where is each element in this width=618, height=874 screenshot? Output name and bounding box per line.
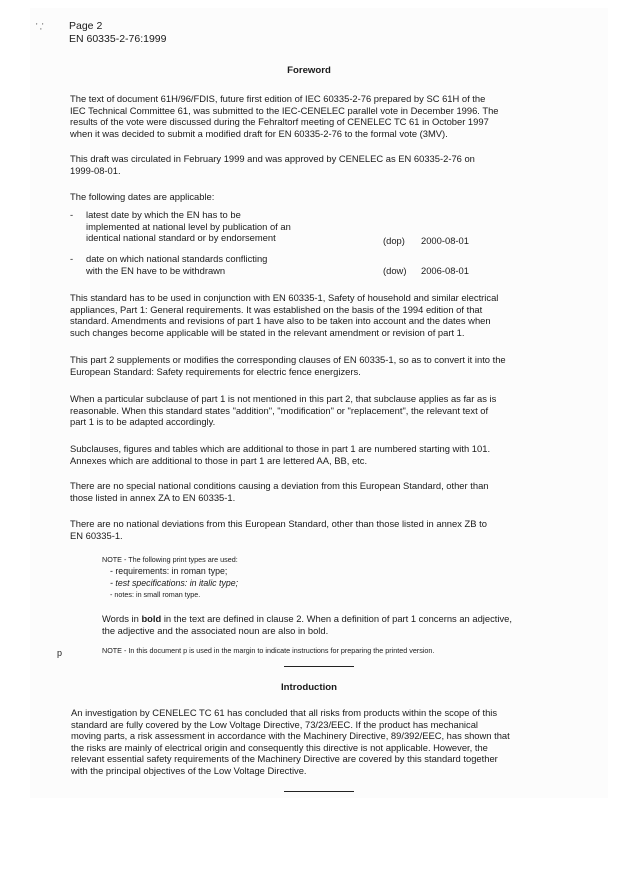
standard-id: EN 60335-2-76:1999: [69, 33, 167, 45]
para-8: There are no special national conditions causing a deviation from this European Standard, other than those listed in annex ZA to EN 60335-1.: [70, 480, 489, 503]
note-printing: NOTE - In this document p is used in the margin to indicate instructions for preparing the printed version.: [102, 646, 435, 655]
dop-description: latest date by which the EN has to be implemented at national level by publication of an identical national standard or by endorsement: [86, 209, 291, 244]
dow-date: 2006-08-01: [421, 265, 469, 276]
scan-speck: ' ,': [36, 22, 44, 31]
list-dash: -: [70, 253, 74, 264]
para-4: This standard has to be used in conjunction with EN 60335-1, Safety of household and similar electrical appliances, Part 1: General requirements. It was established on the basis of the 1994 edition of that standard. Amendments and revisions of part 1 have also to be taken into account and the dates when such changes become applicable will be stated in the relevant amendment or revision of part 1.: [70, 292, 499, 338]
para-1: The text of document 61H/96/FDIS, future first edition of IEC 60335-2-76 prepared by SC 61H of the IEC Technical Committee 61, was submitted to the IEC-CENELEC parallel vote in December 1996. The results of the vote were discussed during the Fehraltorf meeting of CENELEC TC 61 in October 1997 when it was decided to submit a modified draft for EN 60335-2-76 to the formal vote (3MV).: [70, 93, 499, 139]
note-italic: - test specifications: in italic type;: [110, 578, 239, 588]
dow-description: date on which national standards conflicting with the EN have to be withdrawn: [86, 253, 268, 276]
para-2: This draft was circulated in February 1999 and was approved by CENELEC as EN 60335-2-76 on 1999-08-01.: [70, 153, 475, 176]
end-divider: [284, 791, 354, 792]
para-5: This part 2 supplements or modifies the corresponding clauses of EN 60335-1, so as to convert it into the European Standard: Safety requirements for electric fence energizers.: [70, 354, 506, 377]
dow-code: (dow): [383, 265, 407, 276]
note-small: - notes: in small roman type.: [110, 590, 201, 599]
note-roman: - requirements: in roman type;: [110, 566, 228, 576]
words-bold-para: Words in bold in the text are defined in clause 2. When a definition of part 1 concerns an adjective, the adjective and the associated noun are also in bold.: [102, 613, 512, 636]
section-divider: [284, 666, 354, 667]
introduction-title: Introduction: [281, 682, 337, 693]
para-3: The following dates are applicable:: [70, 191, 215, 202]
note-heading: NOTE - The following print types are used:: [102, 555, 238, 564]
list-dash: -: [70, 209, 74, 220]
foreword-title: Foreword: [287, 65, 331, 76]
page-number: Page 2: [69, 20, 103, 32]
para-6: When a particular subclause of part 1 is not mentioned in this part 2, that subclause applies as far as is reasonable. When this standard states "addition", "modification" or "replacement", the relevant text of part 1 is to be adapted accordingly.: [70, 393, 497, 428]
para-7: Subclauses, figures and tables which are additional to those in part 1 are numbered starting with 101. Annexes which are additional to those in part 1 are lettered AA, BB, etc.: [70, 443, 491, 466]
dop-code: (dop): [383, 235, 405, 246]
para-9: There are no national deviations from this European Standard, other than those listed in annex ZB to EN 60335-1.: [70, 518, 487, 541]
introduction-para: An investigation by CENELEC TC 61 has concluded that all risks from products within the scope of this standard are fully covered by the Low Voltage Directive, 73/23/EEC. If the product has mechanical moving parts, a risk assessment in accordance with the Machinery Directive, 89/392/EEC, has shown that the risks are mainly of electrical origin and consequently this directive is not applicable. However, the relevant essential safety requirements of the Machinery Directive are covered by this standard together with the principal objectives of the Low Voltage Directive.: [71, 707, 510, 776]
margin-p-marker: p: [57, 648, 63, 658]
dop-date: 2000-08-01: [421, 235, 469, 246]
